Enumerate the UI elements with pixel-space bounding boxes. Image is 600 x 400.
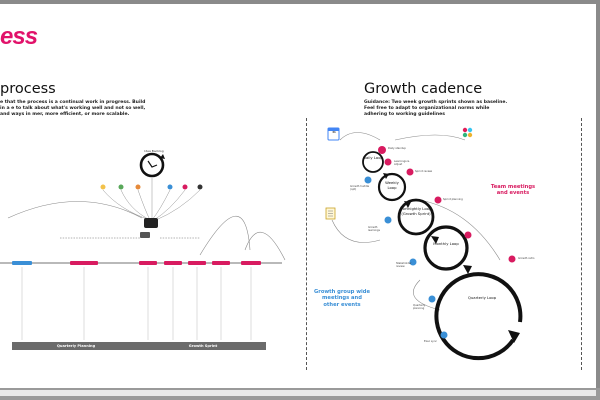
loop-label-weekly: Weekly Loop <box>385 180 399 190</box>
team-meetings-annotation: Team meetings and events <box>490 184 536 197</box>
loop-monthly <box>425 227 467 269</box>
calendar-icon-date: 31 <box>332 131 336 134</box>
phase-bar-quarterly-planning: Quarterly Planning <box>12 342 140 350</box>
loop-label-daily: Daily Loop <box>363 155 383 160</box>
left-panel-description: e that the process is a continual work in progress. Build in a e to talk about what's working well and not so well, and ways in mer, more efficient, or more scalable. <box>0 100 146 117</box>
event-label-sprint-planning: Sprint planning <box>443 198 463 201</box>
event-label-exec-sync: Exec sync <box>424 340 437 343</box>
event-label-growth-retro: Growth retro <box>518 257 535 260</box>
event-label-daily-standup: Daily standup <box>388 147 406 150</box>
document-icon <box>326 208 335 219</box>
loop-label-fortnightly: Fortnightly Loop (Growth Sprint) <box>400 206 432 216</box>
loop-label-quarterly: Quarterly Loop <box>467 295 497 300</box>
cadence-connector-arcs <box>332 133 500 311</box>
right-panel-title: Growth cadence <box>364 81 483 97</box>
event-label-learnings: Learnings & Adjust <box>394 160 410 167</box>
loop-quarterly <box>436 274 520 358</box>
event-label-sprint-review: Sprint review <box>415 170 433 173</box>
event-label-stakeholder-review: Stakeholder review <box>396 262 412 269</box>
group-meetings-annotation: Growth group wide meetings and other events <box>314 289 371 308</box>
left-panel-title: process <box>0 81 56 97</box>
idea-backlog-label: Idea Backlog <box>144 149 164 153</box>
event-label-growth-learnings: Growth learnings <box>368 226 380 233</box>
event-label-growth-huddle: Growth huddle (opt) <box>350 185 370 192</box>
loop-label-monthly: Monthly Loop <box>433 241 459 246</box>
phase-bar-growth-sprint: Growth Sprint <box>140 342 266 350</box>
brand-logo: ess <box>0 23 38 50</box>
right-panel-description: Guidance: Two week growth sprints shown as baseline. Feel free to adapt to organizational norms while adhering to working guidelines <box>364 100 508 117</box>
slack-icon <box>463 128 472 137</box>
event-label-quarterly-planning: Quarterly planning <box>413 304 426 311</box>
